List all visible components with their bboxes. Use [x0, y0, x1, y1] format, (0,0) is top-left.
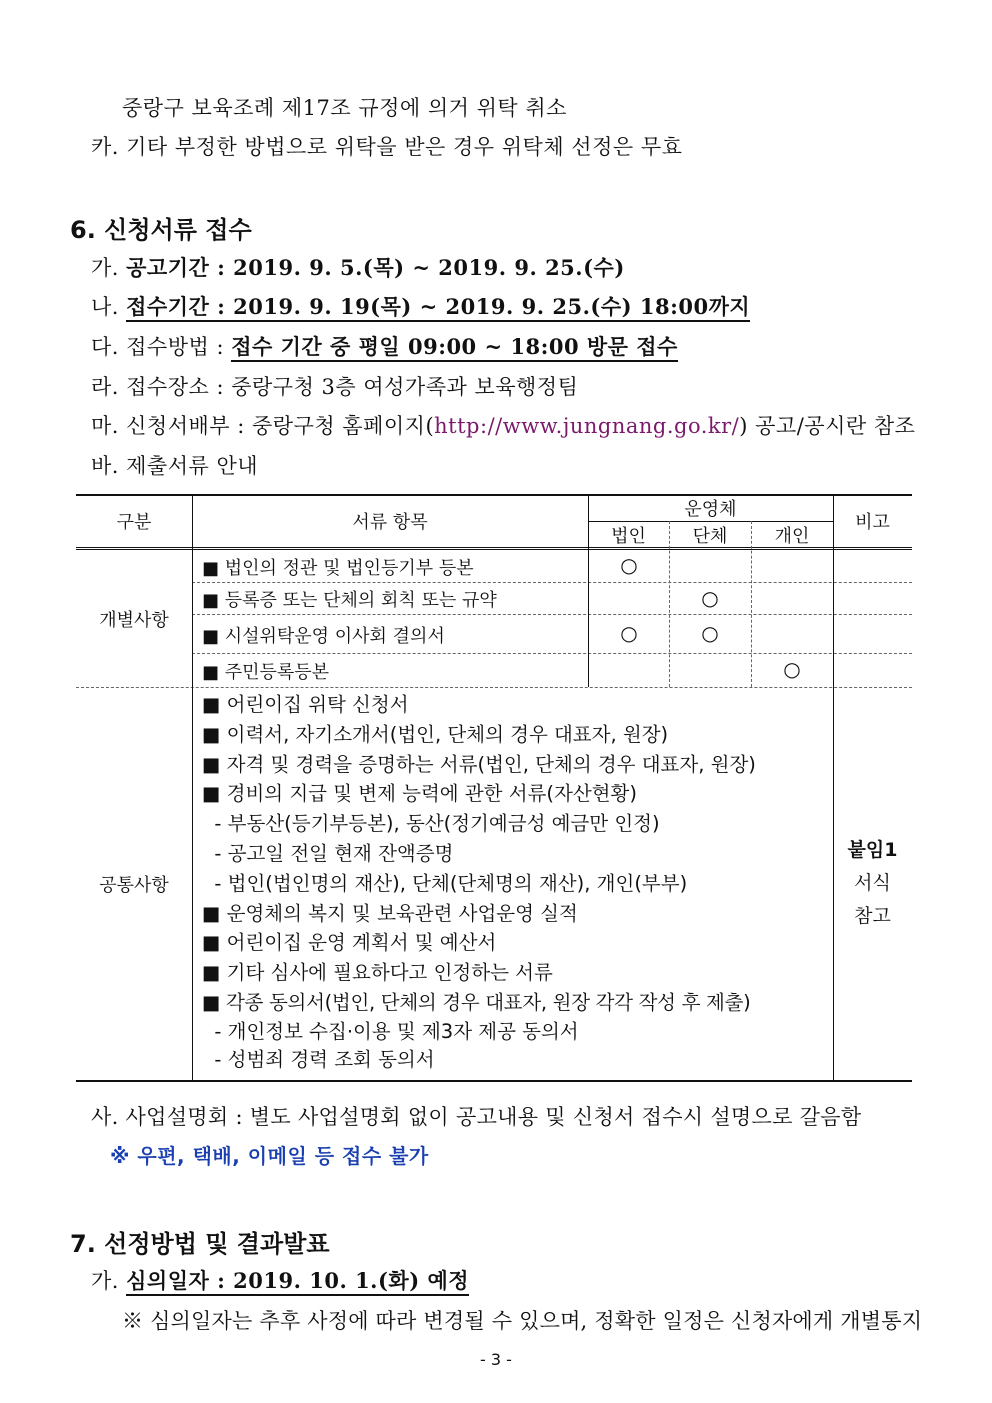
table-bottom-border — [76, 1080, 912, 1082]
header-corp: 법인 — [611, 525, 646, 547]
row-divider-3 — [192, 653, 912, 654]
common-line: - 공고일 전일 현재 잔액증명 — [202, 841, 454, 865]
individual-row-1-text: ■ 법인의 정관 및 법인등기부 등본 — [202, 558, 474, 579]
col-divider-note — [833, 494, 834, 1082]
item-ga — [91, 252, 625, 282]
intro-line-1: 중랑구 보육조례 제17조 규정에 의거 위탁 취소 — [122, 96, 567, 120]
row-divider-1 — [192, 582, 912, 583]
individual-row-3-group: ○ — [701, 621, 719, 645]
item-ma — [91, 410, 915, 440]
common-line: - 법인(법인명의 재산), 단체(단체명의 재산), 개인(부부) — [202, 871, 688, 895]
item-ga-prefix: 가. — [91, 256, 127, 280]
common-note-form: 서식 — [854, 872, 891, 894]
item-da-prefix: 다. 접수방법 : — [91, 335, 232, 359]
common-note-refer: 참고 — [854, 905, 891, 927]
item-ga-text: 공고기간 : 2019. 9. 5.(목) ~ 2019. 9. 25.(수) — [126, 255, 625, 280]
header-items: 서류 항목 — [352, 512, 428, 533]
header-operator: 운영체 — [684, 498, 737, 520]
common-line: - 성범죄 경력 조회 동의서 — [202, 1047, 435, 1071]
header-note: 비고 — [855, 512, 890, 533]
item-na — [91, 291, 750, 321]
col-divider-category — [192, 494, 193, 1082]
common-line: ■ 이력서, 자기소개서(법인, 단체의 경우 대표자, 원장) — [202, 722, 669, 746]
individual-row-1-corp: ○ — [620, 553, 638, 577]
common-line: ■ 운영체의 복지 및 보육관련 사업운영 실적 — [202, 901, 578, 925]
homepage-link[interactable]: http://www.jungnang.go.kr/ — [434, 414, 740, 438]
header-group: 단체 — [692, 525, 728, 547]
common-lines — [202, 690, 756, 1074]
common-note-attachment: 붙임1 — [847, 839, 898, 861]
item-ba: 바. 제출서류 안내 — [91, 454, 259, 478]
individual-label: 개별사항 — [99, 609, 169, 631]
row-divider-4 — [76, 687, 912, 688]
item-ra: 라. 접수장소 : 중랑구청 3층 여성가족과 보육행정팀 — [91, 375, 579, 399]
common-line: ■ 자격 및 경력을 증명하는 서류(법인, 단체의 경우 대표자, 원장) — [202, 752, 756, 776]
individual-row-4-text: ■ 주민등록등본 — [202, 662, 330, 683]
item-da-text: 접수 기간 중 평일 09:00 ~ 18:00 방문 접수 — [231, 334, 678, 362]
common-line: ■ 어린이집 운영 계획서 및 예산서 — [202, 931, 497, 955]
item-ma-prefix: 마. 신청서배부 : 중랑구청 홈페이지( — [91, 414, 435, 438]
section-7-item-prefix: 가. — [91, 1269, 127, 1293]
common-note — [833, 834, 912, 933]
common-line: - 개인정보 수집·이용 및 제3자 제공 동의서 — [202, 1019, 579, 1043]
common-line: - 부동산(등기부등본), 동산(정기예금성 예금만 인정) — [202, 812, 660, 836]
item-sa: 사. 사업설명회 : 별도 사업설명회 없이 공고내용 및 신청서 접수시 설명으로 갈음함 — [91, 1105, 862, 1129]
individual-row-4-individual: ○ — [783, 657, 801, 681]
page-number: - 3 - — [480, 1350, 512, 1369]
common-line: ■ 각종 동의서(법인, 단체의 경우 대표자, 원장 각각 작성 후 제출) — [202, 990, 751, 1014]
header-category: 구분 — [116, 512, 152, 533]
section-7-title: 7. 선정방법 및 결과발표 — [70, 1230, 330, 1258]
individual-row-3-text: ■ 시설위탁운영 이사회 결의서 — [202, 626, 445, 647]
item-na-text: 접수기간 : 2019. 9. 19(목) ~ 2019. 9. 25.(수) 18:00까지 — [126, 294, 750, 322]
notice-no-mail: ※ 우편, 택배, 이메일 등 접수 불가 — [110, 1144, 429, 1168]
intro-line-2: 카. 기타 부정한 방법으로 위탁을 받은 경우 위탁체 선정은 무효 — [91, 135, 683, 159]
review-date-note: ※ 심의일자는 추후 사정에 따라 변경될 수 있으며, 정확한 일정은 신청자에게 개별통지 — [122, 1309, 923, 1333]
item-na-prefix: 나. — [91, 295, 127, 319]
section-7-item-ga — [91, 1265, 469, 1295]
review-date: 심의일자 : 2019. 10. 1.(화) 예정 — [126, 1268, 469, 1296]
individual-row-3-corp: ○ — [620, 621, 638, 645]
documents-table — [76, 494, 912, 1082]
common-label: 공통사항 — [99, 875, 169, 896]
common-line: ■ 경비의 지급 및 변제 능력에 관한 서류(자산현황) — [202, 782, 637, 806]
header-individual: 개인 — [774, 525, 810, 547]
individual-row-2-text: ■ 등록증 또는 단체의 회칙 또는 규약 — [202, 590, 497, 611]
row-divider-2 — [192, 614, 912, 615]
common-line: ■ 어린이집 위탁 신청서 — [202, 693, 409, 716]
common-line: ■ 기타 심사에 필요하다고 인정하는 서류 — [202, 961, 553, 985]
item-da — [91, 331, 678, 361]
individual-row-2-group: ○ — [701, 586, 719, 610]
item-ma-suffix: ) 공고/공시란 참조 — [739, 414, 916, 438]
section-6-title: 6. 신청서류 접수 — [70, 216, 252, 244]
